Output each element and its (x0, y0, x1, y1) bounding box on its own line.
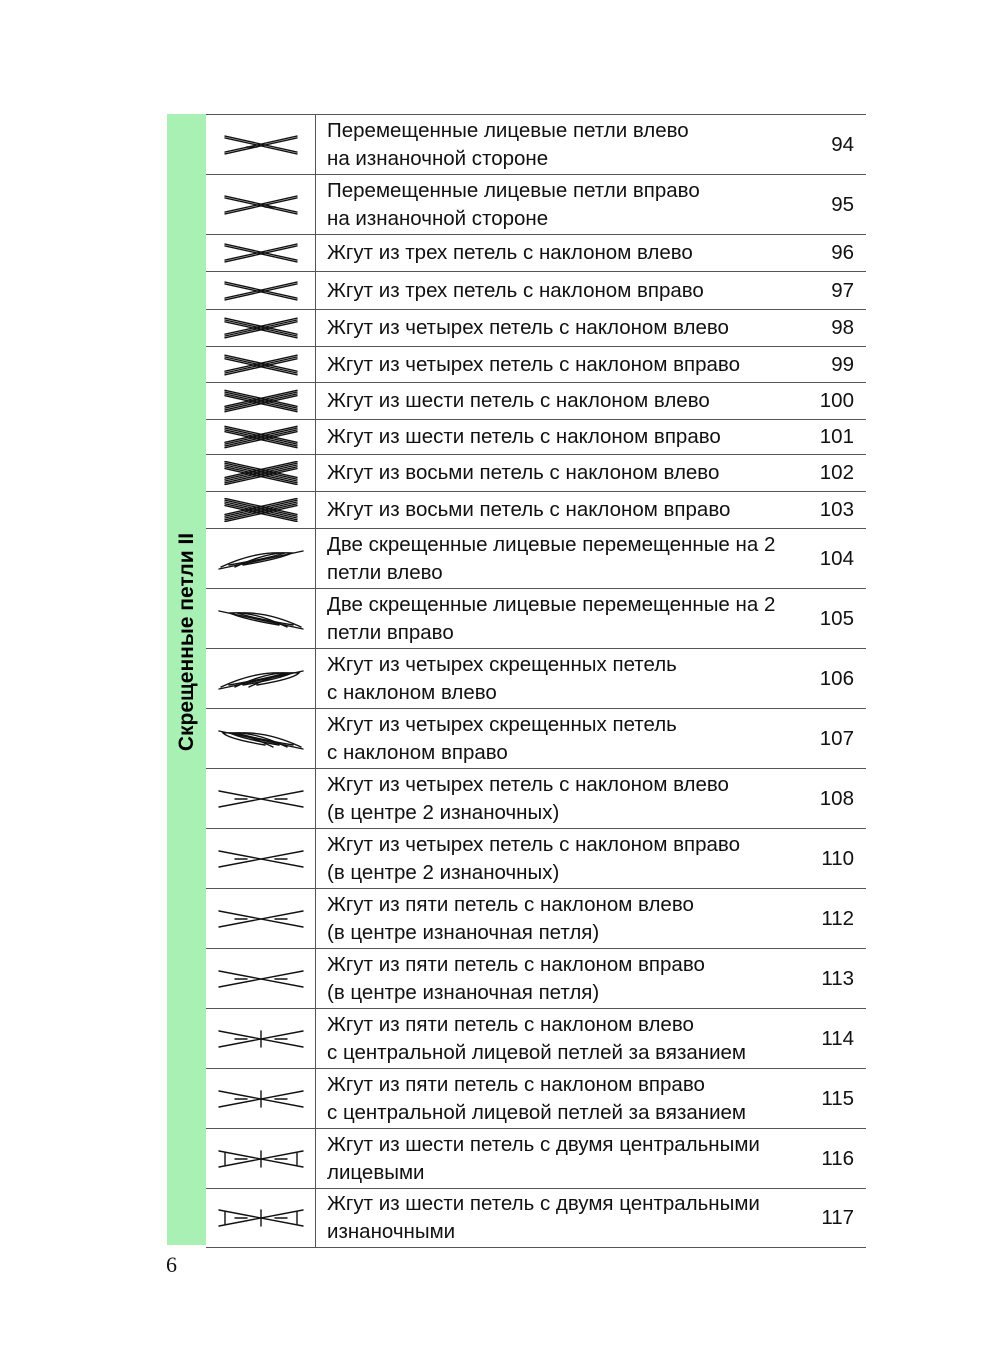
entry-page[interactable]: 114 (821, 1026, 854, 1050)
entry-line1: Жгут из шести петель с наклоном влево (327, 389, 710, 412)
entry-line1: Жгут из трех петель с наклоном влево (327, 241, 693, 264)
symbol-index-table (206, 114, 866, 1248)
symbol-cell (206, 949, 316, 1008)
cable-5-right-purl-center-icon (215, 967, 307, 991)
entry-label (327, 351, 827, 379)
symbol-cell (206, 1189, 316, 1247)
entry-line1: Жгут из шести петель с двумя центральными (327, 1132, 760, 1156)
table-row (206, 889, 866, 949)
entry-label (327, 1011, 827, 1067)
symbol-cell (206, 829, 316, 888)
symbol-cell (206, 235, 316, 271)
table-row (206, 649, 866, 709)
entry-line1: Жгут из четырех скрещенных петель (327, 652, 677, 676)
table-row (206, 455, 866, 492)
entry-line2: изнаночными (327, 1220, 456, 1243)
entry-line2: на изнаночной стороне (327, 146, 549, 170)
entry-line2: (в центре изнаночная петля) (327, 980, 600, 1004)
table-row (206, 829, 866, 889)
table-row (206, 769, 866, 829)
entry-line1: Жгут из пяти петель с наклоном вправо (327, 952, 705, 976)
entry-page[interactable]: 117 (821, 1206, 854, 1229)
entry-label (327, 891, 827, 947)
symbol-cell (206, 347, 316, 382)
cable-5-right-knit-center-icon (215, 1087, 307, 1111)
twisted-2-right-icon (215, 607, 307, 631)
symbol-cell (206, 115, 316, 174)
entry-label (327, 1071, 827, 1127)
entry-line2: с наклоном вправо (327, 740, 508, 764)
entry-page[interactable]: 100 (819, 389, 854, 412)
entry-page[interactable]: 112 (821, 906, 854, 930)
entry-label (327, 387, 827, 415)
cable-6-knit-center-icon (215, 1147, 307, 1171)
entry-line1: Жгут из восьми петель с наклоном вправо (327, 498, 731, 521)
entry-line2: на изнаночной стороне (327, 206, 549, 230)
entry-line1: Жгут из шести петель с наклоном вправо (327, 425, 721, 448)
entry-line2: с центральной лицевой петлей за вязанием (327, 1040, 747, 1064)
cable-5-left-purl-center-icon (215, 907, 307, 931)
entry-page[interactable]: 96 (831, 241, 854, 264)
entry-page[interactable]: 108 (819, 786, 854, 810)
table-row (206, 1189, 866, 1248)
entry-page[interactable]: 105 (819, 606, 854, 630)
table-row (206, 1069, 866, 1129)
symbol-cell (206, 455, 316, 491)
symbol-cell (206, 1129, 316, 1188)
page-number: 6 (166, 1252, 177, 1277)
symbol-cell (206, 175, 316, 234)
table-row (206, 272, 866, 310)
table-row (206, 589, 866, 649)
symbol-cell (206, 529, 316, 588)
symbol-cell (206, 420, 316, 454)
entry-label (327, 117, 827, 173)
entry-line2: с наклоном влево (327, 680, 497, 704)
cable-8-right-icon (215, 498, 307, 522)
entry-label (327, 591, 827, 647)
entry-line1: Две скрещенные лицевые перемещенные на 2 (327, 592, 776, 616)
entry-page[interactable]: 95 (831, 192, 854, 216)
entry-line2: петли вправо (327, 620, 454, 644)
entry-line1: Жгут из четырех петель с наклоном вправо (327, 832, 740, 856)
entry-label (327, 239, 827, 267)
entry-label (327, 1190, 827, 1246)
entry-page[interactable]: 101 (819, 425, 854, 448)
table-row (206, 949, 866, 1009)
entry-label (327, 651, 827, 707)
entry-line1: Две скрещенные лицевые перемещенные на 2 (327, 532, 776, 556)
symbol-cell (206, 649, 316, 708)
cable-3-left-icon (215, 241, 307, 265)
cross-2-right-purl-icon (215, 193, 307, 217)
symbol-cell (206, 383, 316, 419)
entry-line1: Жгут из пяти петель с наклоном влево (327, 892, 694, 916)
entry-line1: Жгут из пяти петель с наклоном вправо (327, 1072, 705, 1096)
entry-label (327, 531, 827, 587)
cable-4-left-icon (215, 316, 307, 340)
entry-label (327, 277, 827, 305)
table-row (206, 1009, 866, 1069)
section-title: Скрещенные петли II (175, 532, 198, 752)
table-row (206, 529, 866, 589)
symbol-cell (206, 889, 316, 948)
table-row (206, 115, 866, 175)
entry-label (327, 496, 827, 524)
table-row (206, 383, 866, 420)
entry-line1: Жгут из четырех скрещенных петель (327, 712, 677, 736)
symbol-cell (206, 310, 316, 346)
entry-line2: с центральной лицевой петлей за вязанием (327, 1100, 747, 1124)
entry-line1: Перемещенные лицевые петли вправо (327, 178, 700, 202)
entry-line1: Жгут из шести петель с двумя центральными (327, 1192, 760, 1215)
entry-page[interactable]: 97 (831, 278, 854, 302)
cable-6-purl-center-icon (215, 1206, 307, 1230)
symbol-cell (206, 769, 316, 828)
entry-page[interactable]: 107 (819, 726, 854, 750)
entry-line1: Жгут из четырех петель с наклоном влево (327, 772, 729, 796)
symbol-cell (206, 709, 316, 768)
entry-page[interactable]: 102 (819, 461, 854, 484)
entry-label (327, 951, 827, 1007)
entry-page[interactable]: 116 (821, 1146, 854, 1170)
entry-line1: Жгут из четырех петель с наклоном вправо (327, 352, 740, 376)
table-row (206, 492, 866, 529)
cross-2-left-purl-icon (215, 133, 307, 157)
table-row (206, 310, 866, 347)
entry-label (327, 831, 827, 887)
entry-page[interactable]: 106 (819, 666, 854, 690)
entry-page[interactable]: 115 (821, 1086, 854, 1110)
cable-4-right-purl-center-icon (215, 847, 307, 871)
entry-page[interactable]: 103 (819, 498, 854, 521)
table-row (206, 235, 866, 272)
entry-label (327, 459, 827, 487)
table-row (206, 1129, 866, 1189)
cable-4-right-icon (215, 353, 307, 377)
entry-label (327, 1131, 827, 1187)
twisted-2-left-icon (215, 547, 307, 571)
symbol-cell (206, 1009, 316, 1068)
entry-label (327, 711, 827, 767)
cable-6-right-icon (215, 425, 307, 449)
entry-label (327, 177, 827, 233)
entry-line1: Перемещенные лицевые петли влево (327, 118, 689, 142)
entry-page[interactable]: 98 (831, 316, 854, 339)
symbol-cell (206, 492, 316, 528)
symbol-cell (206, 589, 316, 648)
cable-3-right-icon (215, 279, 307, 303)
cable-8-left-icon (215, 461, 307, 485)
entry-line1: Жгут из четырех петель с наклоном влево (327, 316, 729, 339)
entry-label (327, 771, 827, 827)
entry-line2: петли влево (327, 560, 443, 584)
entry-label (327, 314, 827, 342)
entry-page[interactable]: 104 (819, 546, 854, 570)
entry-line2: лицевыми (327, 1160, 425, 1184)
entry-page[interactable]: 113 (821, 966, 854, 990)
twisted-4-left-icon (215, 667, 307, 691)
table-row (206, 175, 866, 235)
entry-line2: (в центре 2 изнаночных) (327, 800, 560, 824)
cable-5-left-knit-center-icon (215, 1027, 307, 1051)
table-row (206, 420, 866, 455)
table-row (206, 347, 866, 383)
entry-line2: (в центре изнаночная петля) (327, 920, 600, 944)
entry-label (327, 423, 827, 451)
entry-line1: Жгут из трех петель с наклоном вправо (327, 278, 704, 302)
entry-line1: Жгут из восьми петель с наклоном влево (327, 461, 720, 484)
symbol-cell (206, 272, 316, 309)
entry-line1: Жгут из пяти петель с наклоном влево (327, 1012, 694, 1036)
table-row (206, 709, 866, 769)
entry-page[interactable]: 99 (831, 352, 854, 376)
twisted-4-right-icon (215, 727, 307, 751)
entry-page[interactable]: 94 (831, 132, 854, 156)
symbol-cell (206, 1069, 316, 1128)
entry-page[interactable]: 110 (821, 846, 854, 870)
entry-line2: (в центре 2 изнаночных) (327, 860, 560, 884)
cable-4-left-purl-center-icon (215, 787, 307, 811)
cable-6-left-icon (215, 389, 307, 413)
